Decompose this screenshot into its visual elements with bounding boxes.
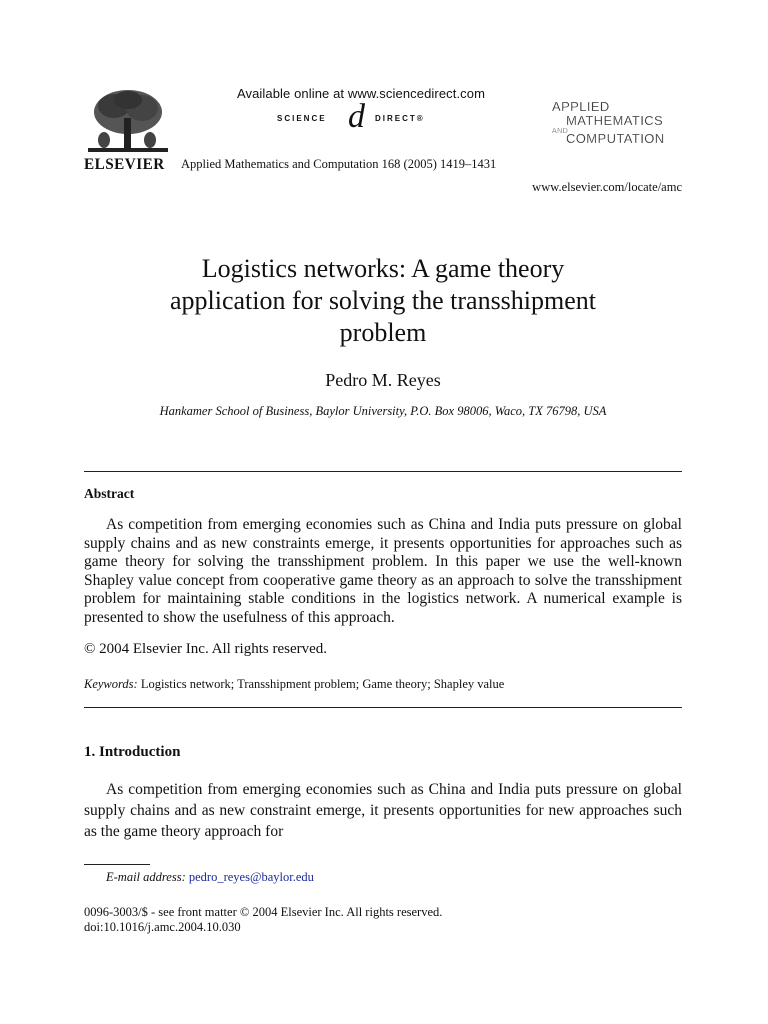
section-heading-introduction: 1. Introduction xyxy=(84,744,181,760)
journal-logo-line-2: MATHEMATICS xyxy=(566,113,664,128)
title-line-3: problem xyxy=(339,318,427,347)
elsevier-wordmark: ELSEVIER xyxy=(84,156,165,173)
abstract-heading: Abstract xyxy=(84,486,135,501)
abstract-paragraph: As competition from emerging economies such as China and India puts pressure on global supply chains and as new constraints emerge, it presents opportunities for approaches such as game theory for solving the transshipment problem. In this paper we use the well-known Shapley value concept from cooperative game theory as an approach to solve the transshipment problem for maintaining stable conditions in the logistics network. A numerical example is presented to show the usefulness of this approach. xyxy=(84,516,682,626)
journal-logo-line-1: APPLIED xyxy=(552,99,610,114)
sciencedirect-logo-at: d xyxy=(348,98,365,135)
abstract-body xyxy=(84,516,682,627)
sciencedirect-logo xyxy=(275,98,465,135)
keywords-list: Logistics network; Transshipment problem; Game theory; Shapley value xyxy=(140,677,505,691)
abstract-copyright: © 2004 Elsevier Inc. All rights reserved. xyxy=(84,641,328,657)
journal-logo-line-4: COMPUTATION xyxy=(566,131,665,146)
email-link[interactable]: pedro_reyes@baylor.edu xyxy=(188,870,314,884)
abstract-bottom-rule xyxy=(84,707,682,708)
introduction-body xyxy=(84,779,682,842)
available-online-text: Available online at www.sciencedirect.com xyxy=(236,86,486,101)
abstract-top-rule xyxy=(84,471,682,472)
footnote-email xyxy=(106,870,314,885)
keywords xyxy=(84,677,504,692)
email-label: E-mail address: xyxy=(106,870,186,884)
keywords-label: Keywords: xyxy=(84,677,138,691)
journal-logo xyxy=(552,100,688,146)
author-affiliation: Hankamer School of Business, Baylor University, P.O. Box 98006, Waco, TX 76798, USA xyxy=(159,404,607,418)
author-name: Pedro M. Reyes xyxy=(325,370,441,390)
issn-line: 0096-3003/$ - see front matter © 2004 Elsevier Inc. All rights reserved. xyxy=(84,905,443,919)
elsevier-tree-logo xyxy=(84,88,172,166)
doi-line: doi:10.1016/j.amc.2004.10.030 xyxy=(84,920,241,934)
footnote-rule xyxy=(84,864,150,865)
introduction-paragraph: As competition from emerging economies such as China and India puts pressure on global supply chains and as new constraint emerge, it presents opportunities for new approaches such as the game theory approach for xyxy=(84,781,682,840)
journal-url: www.elsevier.com/locate/amc xyxy=(532,180,682,194)
title-line-1: Logistics networks: A game theory xyxy=(201,254,565,283)
journal-logo-line-3: AND xyxy=(552,128,569,135)
sciencedirect-logo-direct: DIRECT® xyxy=(375,114,425,123)
article-title xyxy=(84,253,682,349)
title-line-2: application for solving the transshipment xyxy=(169,286,597,315)
journal-citation: Applied Mathematics and Computation 168 (2005) 1419–1431 xyxy=(181,157,497,171)
sciencedirect-logo-science: SCIENCE xyxy=(277,114,327,123)
